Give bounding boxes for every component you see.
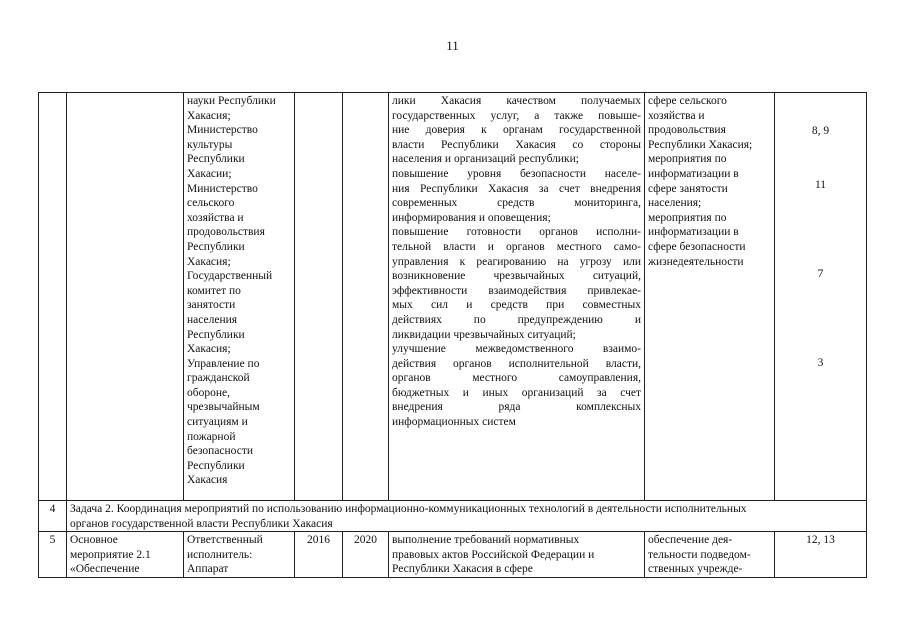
cell-measure-name [67,532,184,578]
link-line: сфере безопасности [648,240,746,253]
table-row-task [39,501,867,532]
executor-line: обороне, [187,386,230,399]
cell-start-year: 2016 [295,532,343,578]
result-line: повышение уровня безопасности населе- [392,167,641,180]
link-line: информатизации в [648,226,739,239]
executor-line: безопасности [187,445,254,458]
link-line: мероприятия по [648,153,727,166]
result-line: действия органов исполнительной власти, [392,357,641,370]
link-line: хозяйства и [648,109,705,122]
executor-line: гражданской [187,372,250,385]
executor-line: продовольствия [187,226,265,239]
indicator-value: 7 [817,267,824,280]
page-number: 11 [446,38,459,53]
executor-line: Хакасия; [187,109,231,122]
executor-line: Хакасия [187,474,228,487]
result-line: государственных услуг, а также повыше- [392,109,641,122]
measure-name-line: «Обеспечение [70,563,140,576]
measure-name-line: мероприятие 2.1 [70,548,151,561]
executor-line: Республики [187,459,245,472]
link-line: информатизации в [648,167,739,180]
cell-expected-results [389,532,645,578]
result-line: органов местного самоуправления, [392,372,641,385]
result-line: улучшение межведомственного взаимо- [392,343,641,356]
executor-line: Республики [187,153,245,166]
executor-line: культуры [187,138,233,151]
executor-line: Хакасия; [187,343,231,356]
link-line: сфере сельского [648,95,727,107]
link-line: продовольствия [648,124,726,137]
result-line: эффективности взаимодействия привлекае- [392,284,641,297]
executor-line: Государственный [187,270,273,283]
executor-line: чрезвычайным [187,401,260,414]
task-title-line: органов государственной власти Республики Хакасия [70,517,333,530]
result-line: правовых актов Российской Федерации и [392,548,595,561]
executor-line: Управление по [187,357,260,370]
executor-line: Министерство [187,124,258,137]
executor-line: занятости [187,299,236,312]
cell-end-year: 2020 [343,532,389,578]
result-line: управления к реагированию на угрозу или [392,255,641,268]
link-line: сфере занятости [648,182,728,195]
cell-measure-name [67,93,184,501]
result-line: власти Республики Хакасия со стороны [392,138,641,151]
link-line: Республики Хакасия; [648,138,753,151]
executor-line: науки Республики [187,95,276,107]
executor-line: Аппарат [187,563,229,576]
executor-line: Хакасия; [187,255,231,268]
indicator-value: 11 [814,179,827,192]
cell-executors [184,93,295,501]
cell-number: 5 [39,532,67,578]
link-line: мероприятия по [648,211,727,224]
executor-line: населения [187,313,238,326]
result-line: информирования и оповещения; [392,211,551,224]
cell-links [645,532,775,578]
cell-number [39,93,67,501]
executor-line: хозяйства и [187,211,244,224]
measure-name-line: Основное [70,534,118,547]
link-line: тельности подведом- [648,548,751,561]
result-line: повышение готовности органов исполни- [392,226,641,239]
indicator-value: 8, 9 [811,124,830,137]
result-line: тельной власти и органов местного само- [392,240,641,253]
task-title [67,501,867,532]
result-line: выполнение требований нормативных [392,534,580,547]
cell-indicators: 12, 13 [775,532,867,578]
result-line: ния Республики Хакасия за счет внедрения [392,182,641,195]
executor-line: Ответственный [187,534,263,547]
cell-indicators [775,93,867,501]
cell-end-year [343,93,389,501]
result-line: ликвидации чрезвычайных ситуаций; [392,328,576,341]
task-number: 4 [39,501,67,532]
indicator-value: 3 [817,357,824,370]
executor-line: Хакасии; [187,167,232,180]
result-line: современных средств мониторинга, [392,197,641,210]
link-line: обеспечение дея- [648,534,733,547]
result-line: бюджетных и иных организаций за счет [392,386,641,399]
executor-line: ситуациям и [187,416,248,429]
task-title-line: Задача 2. Координация мероприятий по использованию информационно-коммуникационных технологий в деятельности исполнительных [70,503,747,515]
cell-executors [184,532,295,578]
executor-line: Республики [187,240,245,253]
table-row [39,93,867,501]
executor-line: сельского [187,197,235,210]
link-line: ственных учрежде- [648,563,743,576]
result-line: Республики Хакасия в сфере [392,563,533,576]
executor-line: пожарной [187,430,236,443]
result-line: ние доверия к органам государственной [392,124,641,137]
executor-line: Республики [187,328,245,341]
cell-expected-results [389,93,645,501]
result-line: действиях по предупреждению и [392,313,641,326]
cell-start-year [295,93,343,501]
executor-line: комитет по [187,284,241,297]
result-line: возникновение чрезвычайных ситуаций, [392,270,641,283]
result-line: лики Хакасия качеством получаемых [392,95,641,107]
link-line: населения; [648,197,702,210]
result-line: внедрения ряда комплексных [392,401,641,414]
executor-line: Министерство [187,182,258,195]
result-line: мых сил и средств при совместных [392,299,641,312]
executor-line: исполнитель: [187,548,253,561]
result-line: информационных систем [392,416,516,429]
link-line: жизнедеятельности [648,255,744,268]
cell-links [645,93,775,501]
result-line: населения и организаций республики; [392,153,579,166]
measures-table [38,92,867,578]
table-row [39,532,867,578]
